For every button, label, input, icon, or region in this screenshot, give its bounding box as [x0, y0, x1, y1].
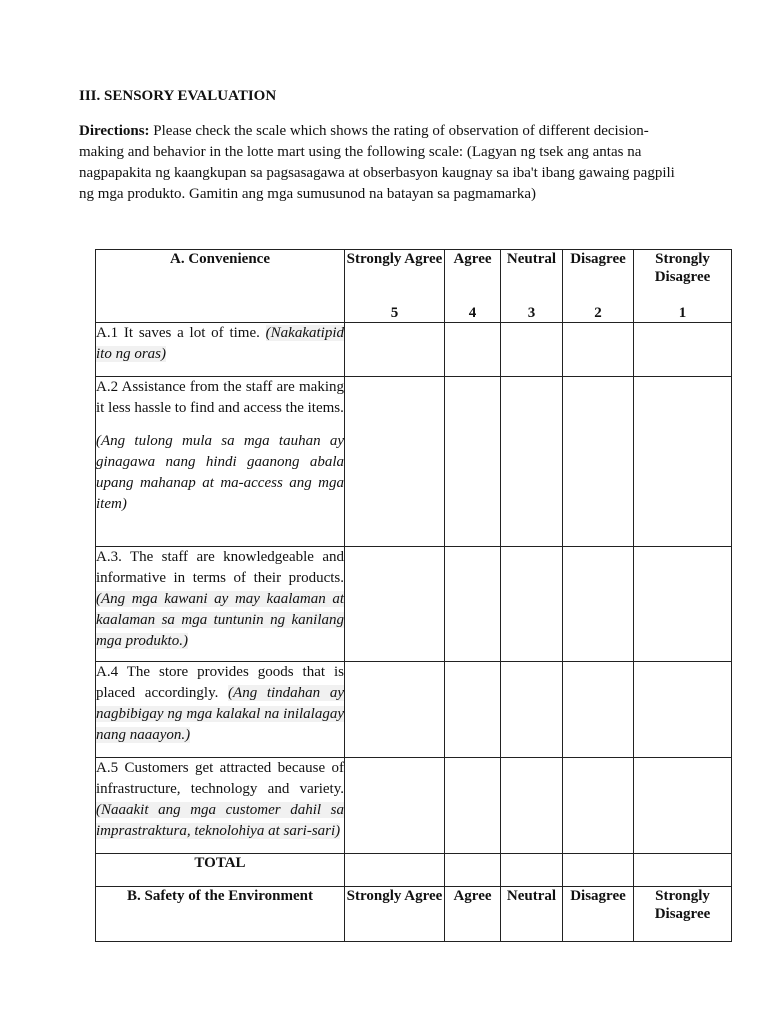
rating-cell-2[interactable]: [563, 323, 634, 377]
directions-text: Please check the scale which shows the rating of observation of different decision-making and behavior in the lotte mart using the following scale: (Lagyan ng tsek ang antas na nagpapakita ng kaangkupan sa pagsasagawa at obserbasyon kaugnay sa iba't ibang gawaing pagpili ng mga produkto. Gamitin ang mga sumusunod na batayan sa pagmamarka): [79, 123, 675, 202]
table-row: [96, 323, 732, 377]
total-cell-2[interactable]: [563, 854, 634, 887]
scale-strongly-disagree-header: [634, 250, 732, 323]
rating-cell-4[interactable]: [445, 758, 501, 854]
total-cell-5[interactable]: [345, 854, 445, 887]
rating-cell-3[interactable]: [501, 547, 563, 662]
rating-cell-4[interactable]: [445, 547, 501, 662]
scale-strongly-agree-header: Strongly Agree: [345, 887, 445, 942]
item-text: A.3. The staff are knowledgeable and informative in terms of their products.: [96, 549, 344, 586]
item-a4: [96, 662, 345, 758]
rating-cell-3[interactable]: [501, 323, 563, 377]
rating-cell-1[interactable]: [634, 547, 732, 662]
scale-value: 5: [390, 305, 399, 321]
table-row: [96, 758, 732, 854]
section-title: III. SENSORY EVALUATION: [79, 88, 277, 104]
scale-disagree-header: [563, 250, 634, 323]
scale-neutral-header: [501, 250, 563, 323]
scale-disagree-header: Disagree: [563, 887, 634, 942]
item-translation: (Ang tindahan ay nagbibigay ng mga kalakal na inilalagay nang naaayon.): [96, 685, 344, 743]
convenience-title: A. Convenience: [96, 250, 345, 323]
scale-value: 4: [468, 305, 477, 321]
scale-strongly-agree-header: [345, 250, 445, 323]
item-text: A.1 It saves a lot of time.: [96, 325, 266, 341]
scale-label: Disagree: [570, 251, 626, 267]
scale-neutral-header: Neutral: [501, 887, 563, 942]
table-header-row: [96, 250, 732, 323]
scale-value: 3: [527, 305, 536, 321]
total-label: TOTAL: [96, 854, 345, 887]
rating-cell-1[interactable]: [634, 323, 732, 377]
scale-label: Neutral: [506, 251, 557, 267]
table-row: [96, 662, 732, 758]
rating-cell-5[interactable]: [345, 547, 445, 662]
item-translation: (Ang mga kawani ay may kaalaman at kaalaman sa mga tuntunin ng kanilang mga produkto.): [96, 591, 344, 649]
total-cell-4[interactable]: [445, 854, 501, 887]
scale-label: Strongly Disagree: [654, 251, 711, 285]
rating-cell-2[interactable]: [563, 547, 634, 662]
item-a5: [96, 758, 345, 854]
scale-label: Strongly Agree: [346, 251, 443, 267]
rating-cell-3[interactable]: [501, 662, 563, 758]
table-row: [96, 377, 732, 547]
rating-cell-5[interactable]: [345, 662, 445, 758]
item-text: A.5 Customers get attracted because of infrastructure, technology and variety.: [96, 760, 344, 797]
rating-cell-5[interactable]: [345, 323, 445, 377]
item-translation: (Ang tulong mula sa mga tauhan ay ginagawa nang hindi gaanong abala upang mahanap at ma-access ang mga item): [96, 433, 344, 512]
total-row: [96, 854, 732, 887]
rating-cell-2[interactable]: [563, 662, 634, 758]
item-a1: [96, 323, 345, 377]
rating-cell-2[interactable]: [563, 758, 634, 854]
rating-cell-1[interactable]: [634, 377, 732, 547]
item-text: A.2 Assistance from the staff are making it less hassle to find and access the items.: [96, 379, 344, 416]
rating-cell-4[interactable]: [445, 662, 501, 758]
item-a2: [96, 377, 345, 547]
scale-value: 2: [594, 305, 602, 321]
scale-value: 1: [678, 305, 687, 321]
scale-strongly-disagree-header: Strongly Disagree: [634, 887, 732, 942]
safety-title: B. Safety of the Environment: [96, 887, 345, 942]
total-cell-3[interactable]: [501, 854, 563, 887]
item-text: A.4 The store provides goods that is placed accordingly.: [96, 664, 344, 701]
rating-cell-5[interactable]: [345, 758, 445, 854]
scale-label: Agree: [453, 251, 492, 267]
total-cell-1[interactable]: [634, 854, 732, 887]
rating-cell-3[interactable]: [501, 758, 563, 854]
rating-cell-5[interactable]: [345, 377, 445, 547]
directions-label: Directions:: [79, 123, 150, 139]
rating-cell-1[interactable]: [634, 758, 732, 854]
item-a3: [96, 547, 345, 662]
item-translation: (Naaakit ang mga customer dahil sa imprastraktura, teknolohiya at sari-sari): [96, 802, 344, 839]
rating-cell-4[interactable]: [445, 323, 501, 377]
rating-cell-1[interactable]: [634, 662, 732, 758]
table-row: [96, 547, 732, 662]
rating-cell-2[interactable]: [563, 377, 634, 547]
sensory-evaluation-table: [95, 249, 732, 942]
section-b-header-row: [96, 887, 732, 942]
rating-cell-4[interactable]: [445, 377, 501, 547]
directions-paragraph: [79, 121, 689, 205]
scale-agree-header: Agree: [445, 887, 501, 942]
rating-cell-3[interactable]: [501, 377, 563, 547]
item-translation: (Nakakatipid ito ng oras): [96, 325, 344, 362]
scale-agree-header: [445, 250, 501, 323]
